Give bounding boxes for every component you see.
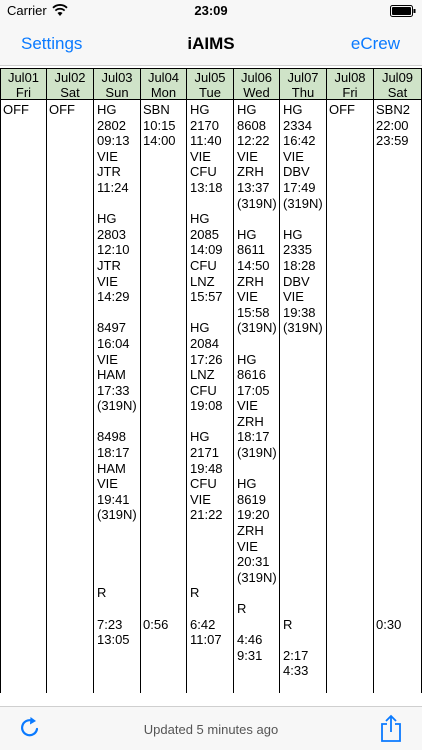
- day-weekday: Mon: [150, 85, 177, 100]
- day-header: [1, 68, 46, 100]
- day-header: [187, 68, 233, 100]
- day-duties: HG 2334 16:42 VIE DBV 17:49 (319N) HG 2335 18:28 DBV VIE 19:38 (319N) R 2:17 4:33: [283, 102, 323, 679]
- day-duties: SBN2 22:00 23:59 0:30: [376, 102, 410, 632]
- day-duties: OFF: [3, 102, 29, 117]
- day-column[interactable]: [234, 68, 280, 693]
- day-header: [374, 68, 421, 100]
- last-updated-label: Updated 5 minutes ago: [143, 722, 279, 737]
- day-date: Jul08: [334, 70, 366, 85]
- navigation-bar: [0, 22, 422, 66]
- day-date: Jul02: [54, 70, 86, 85]
- day-date: Jul09: [381, 70, 414, 85]
- day-duties: OFF: [49, 102, 75, 117]
- status-bar: [0, 0, 422, 22]
- carrier-label: Carrier: [7, 3, 47, 18]
- day-header: [47, 68, 93, 100]
- day-weekday: Thu: [291, 85, 315, 100]
- settings-button[interactable]: Settings: [21, 34, 83, 53]
- day-weekday: Wed: [243, 85, 270, 100]
- day-date: Jul04: [147, 70, 180, 85]
- day-duties: SBN 10:15 14:00 0:56: [143, 102, 176, 632]
- day-column[interactable]: [280, 68, 327, 693]
- day-weekday: Sat: [60, 85, 80, 100]
- clock: 23:09: [194, 3, 228, 18]
- day-duties: HG 8608 12:22 VIE ZRH 13:37 (319N) HG 8611 14:50 ZRH VIE 15:58 (319N) HG 8616 17:05 VIE ZRH 18:17 (319N) HG 8619 19:20 ZRH VIE 20:31 (319N) R 4:46 9:31: [237, 102, 277, 663]
- day-weekday: Fri: [15, 85, 32, 100]
- day-weekday: Tue: [199, 85, 221, 100]
- day-header: [141, 68, 186, 100]
- day-date: Jul06: [240, 70, 273, 85]
- day-header: [327, 68, 373, 100]
- battery-icon: [390, 5, 416, 17]
- day-date: Jul01: [7, 70, 40, 85]
- day-weekday: Fri: [342, 85, 358, 100]
- day-duties: HG 2170 11:40 VIE CFU 13:18 HG 2085 14:09 CFU LNZ 15:57 HG 2084 17:26 LNZ CFU 19:08 HG 2171 19:48 CFU VIE 21:22 R 6:42 11:07: [190, 102, 223, 648]
- roster-grid: [0, 68, 422, 693]
- bottom-toolbar: [0, 706, 422, 750]
- day-duties: OFF: [329, 102, 355, 117]
- day-header: [94, 68, 140, 100]
- day-date: Jul03: [101, 70, 133, 85]
- day-column[interactable]: [327, 68, 374, 693]
- day-column[interactable]: [141, 68, 187, 693]
- page-title: iAIMS: [187, 34, 235, 53]
- day-column[interactable]: [0, 68, 47, 693]
- day-weekday: Sat: [387, 85, 408, 100]
- day-header: [280, 68, 326, 100]
- day-column[interactable]: [187, 68, 234, 693]
- ecrew-button[interactable]: eCrew: [350, 34, 400, 53]
- day-duties: HG 2802 09:13 VIE JTR 11:24 HG 2803 12:10 JTR VIE 14:29 8497 16:04 VIE HAM 17:33 (319N) 8498 18:17 HAM VIE 19:41 (319N) R 7:23 13:05: [97, 102, 137, 648]
- day-date: Jul07: [287, 70, 319, 85]
- day-header: [234, 68, 279, 100]
- day-date: Jul05: [194, 70, 226, 85]
- day-column[interactable]: [47, 68, 94, 693]
- day-column[interactable]: [94, 68, 141, 693]
- day-column[interactable]: [374, 68, 422, 693]
- share-icon[interactable]: [380, 714, 402, 742]
- day-weekday: Sun: [105, 85, 129, 100]
